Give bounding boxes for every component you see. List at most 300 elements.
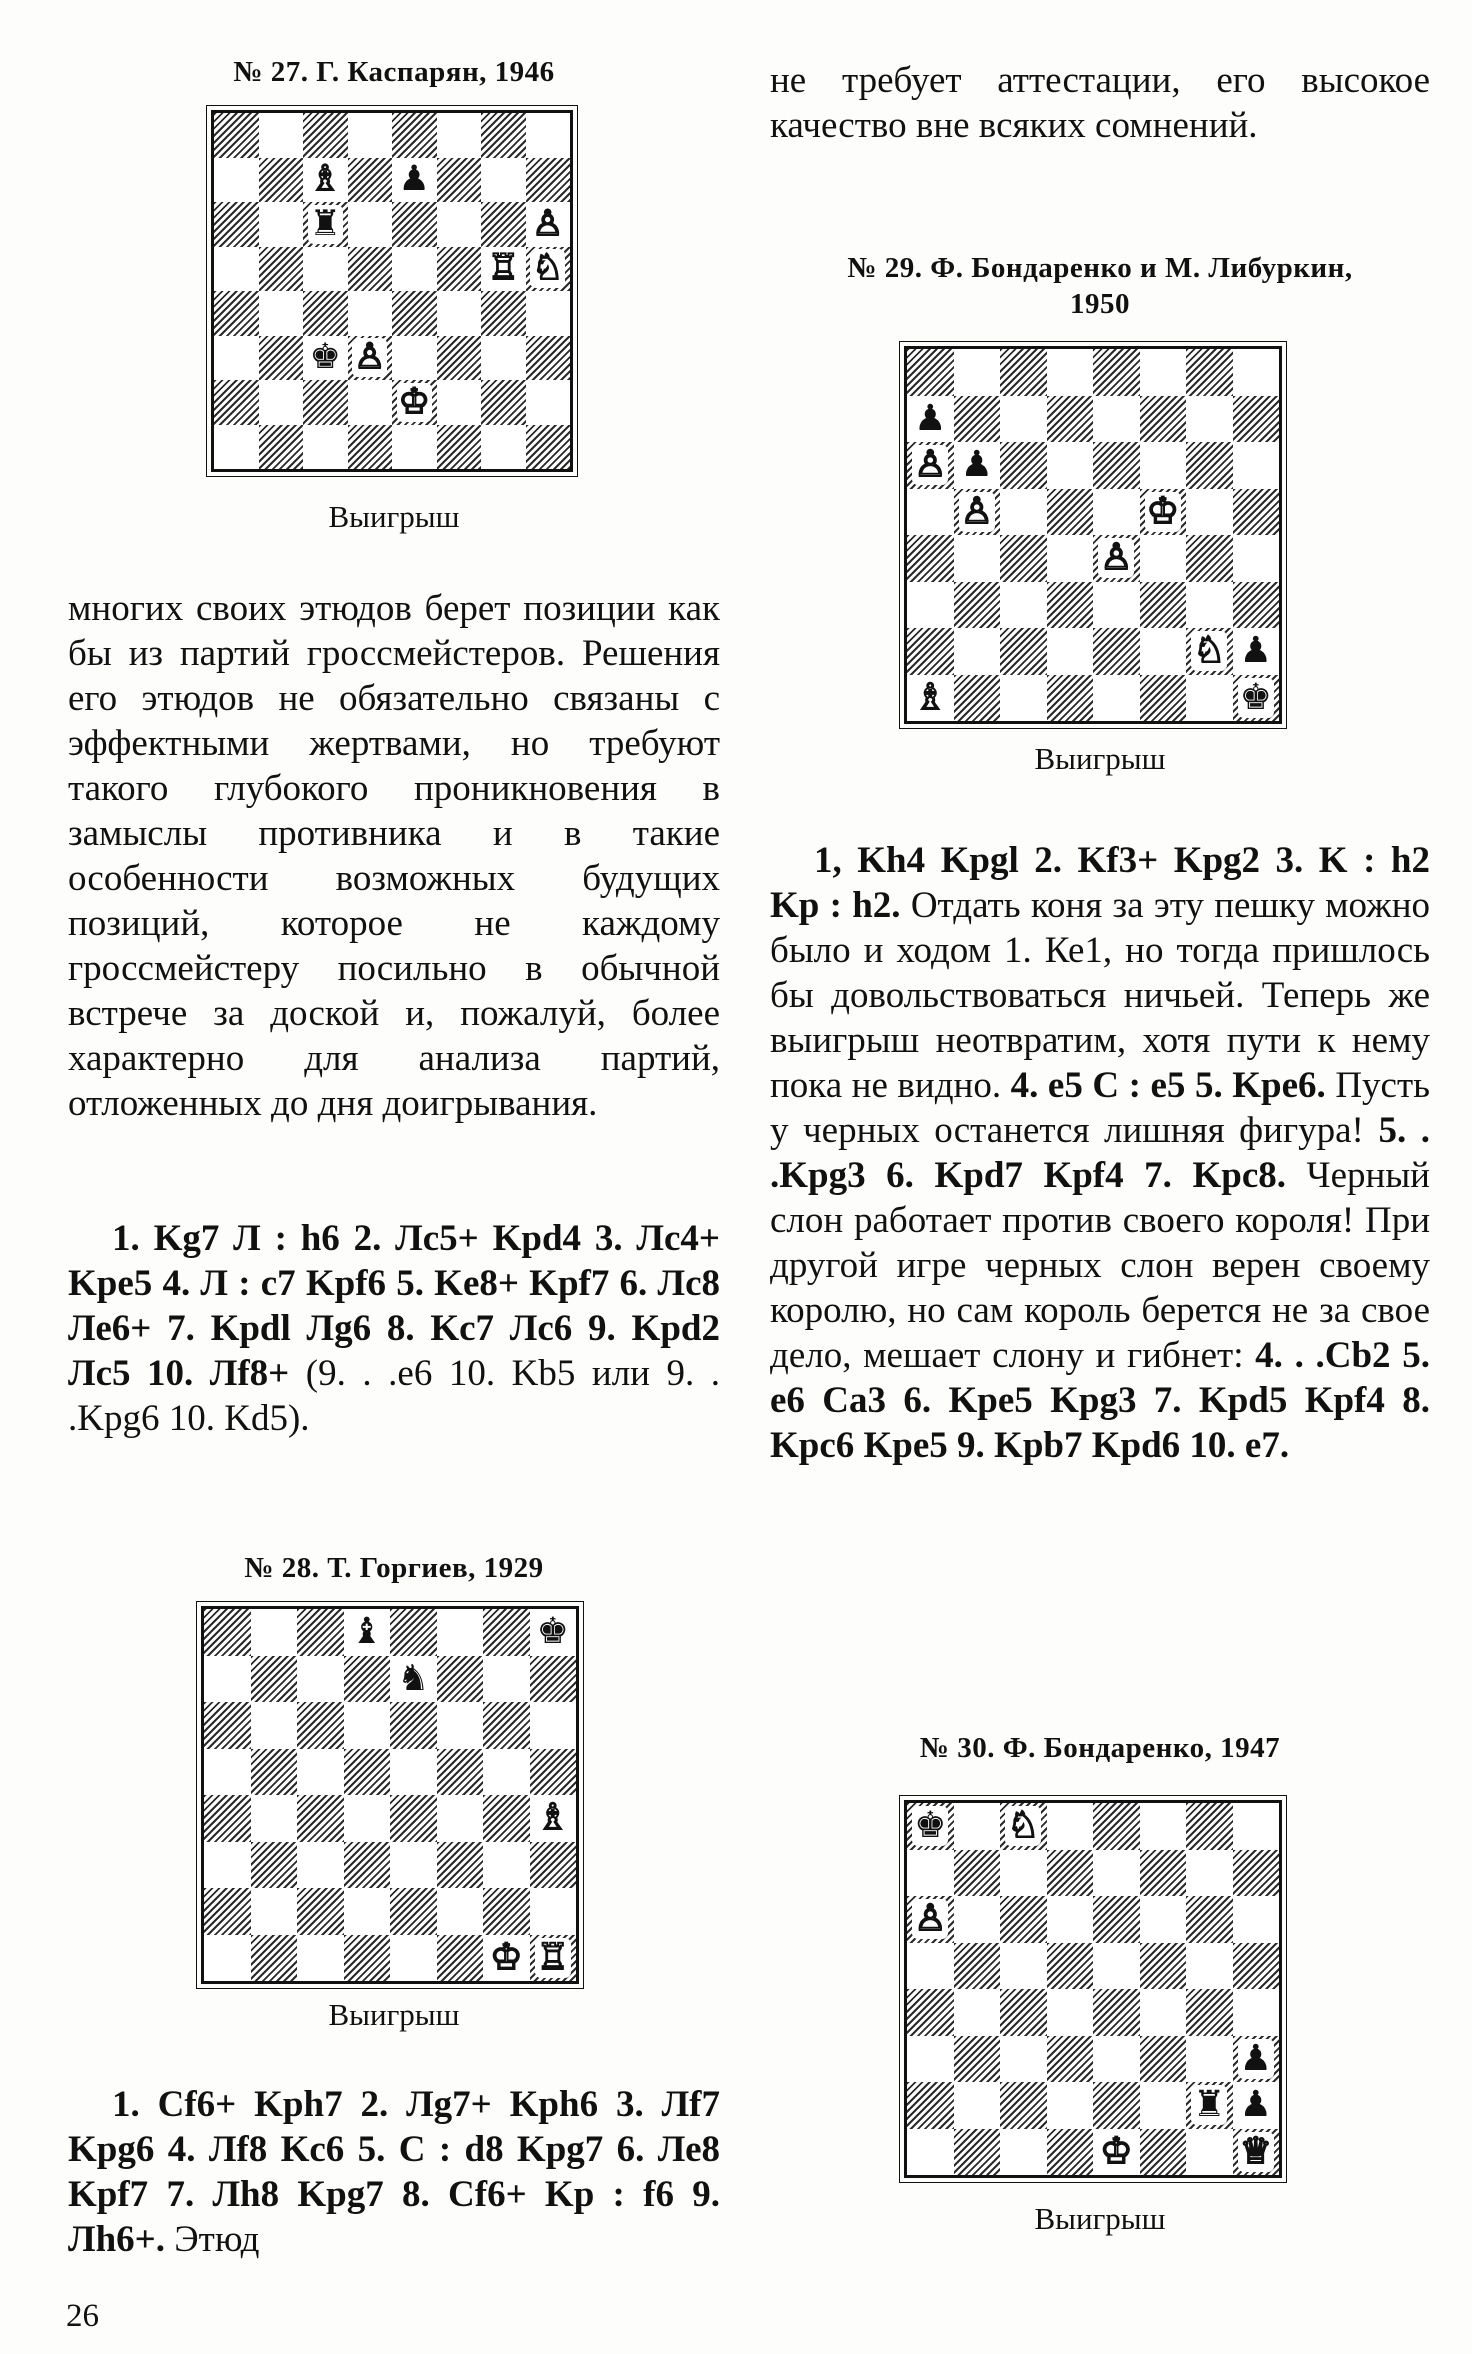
solution-moves: 4. e5 С : e5 5. Kpe6. — [1010, 1065, 1326, 1106]
square-h1 — [530, 1935, 577, 1982]
square-h5 — [530, 1749, 577, 1796]
square-b3 — [251, 1842, 298, 1889]
square-e3 — [1093, 582, 1140, 629]
square-a6 — [907, 1896, 954, 1943]
square-g6 — [1186, 442, 1233, 489]
square-b8 — [251, 1609, 298, 1656]
solution-notes: Этюд — [164, 2219, 260, 2260]
white-bishop-icon: ♗ — [309, 159, 341, 200]
square-b4 — [954, 535, 1001, 582]
square-c1 — [1000, 675, 1047, 722]
square-g5 — [481, 247, 526, 292]
square-d2 — [1047, 628, 1094, 675]
square-g7 — [481, 158, 526, 203]
study-30-heading: № 30. Ф. Бондаренко, 1947 — [919, 1732, 1281, 1764]
square-f8 — [437, 1609, 484, 1656]
square-f6 — [1140, 1896, 1187, 1943]
square-a1 — [907, 675, 954, 722]
black-pawn-icon: ♟ — [1239, 630, 1272, 672]
solution-notes: Пусть у черных останется лишняя фигура! — [770, 1065, 1431, 1151]
square-a7 — [907, 1850, 954, 1897]
square-h5 — [1233, 489, 1280, 536]
square-h5 — [526, 247, 571, 292]
square-f8 — [1140, 1803, 1187, 1850]
solution-moves: 1, Kh4 Kpgl 2. Kf3+ Kpg2 3. K : h2 Kp : h2. — [770, 840, 1430, 926]
square-d2 — [1047, 2082, 1094, 2129]
square-g1 — [481, 425, 526, 470]
square-f2 — [437, 380, 482, 425]
square-g6 — [481, 202, 526, 247]
square-e6 — [1093, 442, 1140, 489]
square-e4 — [1093, 1989, 1140, 2036]
square-h2 — [1233, 628, 1280, 675]
square-c1 — [303, 425, 348, 470]
square-b2 — [259, 380, 304, 425]
square-h4 — [1233, 1989, 1280, 2036]
square-f3 — [437, 336, 482, 381]
white-knight-icon: ♘ — [1007, 1805, 1040, 1847]
square-a7 — [214, 158, 259, 203]
square-e1 — [392, 425, 437, 470]
square-h1 — [526, 425, 571, 470]
square-c2 — [1000, 628, 1047, 675]
square-c8 — [303, 113, 348, 158]
square-g5 — [1186, 489, 1233, 536]
square-c4 — [1000, 1989, 1047, 2036]
square-a8 — [204, 1609, 251, 1656]
square-e5 — [1093, 1943, 1140, 1990]
square-c2 — [303, 380, 348, 425]
square-b5 — [259, 247, 304, 292]
white-pawn-icon: ♙ — [914, 444, 947, 486]
square-e6 — [1093, 1896, 1140, 1943]
square-f5 — [1140, 1943, 1187, 1990]
white-knight-icon: ♘ — [532, 248, 564, 289]
square-b1 — [259, 425, 304, 470]
square-b7 — [251, 1656, 298, 1703]
square-c5 — [297, 1749, 344, 1796]
square-d7 — [344, 1656, 391, 1703]
square-d3 — [1047, 2036, 1094, 2083]
square-h7 — [1233, 1850, 1280, 1897]
square-d1 — [1047, 2129, 1094, 2176]
square-f5 — [437, 247, 482, 292]
solution-moves: 1. Kg7 Л : h6 2. Лc5+ Kpd4 3. Лc4+ Kpe5 4. Л : c7 Kpf6 5. Ke8+ Kpf7 6. Лc8 Ле6+ 7. Kpdl Лg6 8. Kc7 Лc6 9. Kpd2 Лc5 10. Лf8+ — [68, 1218, 720, 1394]
square-d8 — [1047, 1803, 1094, 1850]
square-d4 — [344, 1795, 391, 1842]
square-c7 — [303, 158, 348, 203]
white-rook-icon: ♖ — [536, 1936, 569, 1978]
square-a1 — [214, 425, 259, 470]
square-f2 — [437, 1888, 484, 1935]
square-h3 — [1233, 2036, 1280, 2083]
square-h6 — [526, 202, 571, 247]
square-b5 — [251, 1749, 298, 1796]
square-e7 — [390, 1656, 437, 1703]
square-d3 — [348, 336, 393, 381]
square-a8 — [214, 113, 259, 158]
square-d7 — [1047, 1850, 1094, 1897]
square-g2 — [481, 380, 526, 425]
square-c6 — [297, 1702, 344, 1749]
square-a2 — [214, 380, 259, 425]
square-f2 — [1140, 2082, 1187, 2129]
study-27-heading: № 27. Г. Каспарян, 1946 — [233, 56, 555, 88]
square-d5 — [348, 247, 393, 292]
square-c5 — [1000, 1943, 1047, 1990]
solution-moves: 5. . .Kpg3 6. Kpd7 Kpf4 7. Kpc8. — [770, 1110, 1430, 1196]
square-c1 — [297, 1935, 344, 1982]
square-f8 — [1140, 349, 1187, 396]
solution-moves: 4. . .Cb2 5. e6 Ca3 6. Kpe5 Kpg3 7. Kpd5 Kpf4 8. Kpc6 Kpe5 9. Kpb7 Kpd6 10. e7. — [770, 1335, 1430, 1466]
square-b2 — [251, 1888, 298, 1935]
white-king-icon: ♔ — [398, 381, 430, 422]
black-pawn-icon: ♟ — [960, 444, 993, 486]
square-g1 — [483, 1935, 530, 1982]
study-27-solution — [68, 1216, 720, 1441]
square-h8 — [530, 1609, 577, 1656]
study-27-caption: Выигрыш — [328, 499, 460, 534]
square-b8 — [954, 349, 1001, 396]
square-a7 — [204, 1656, 251, 1703]
study-28-diagram — [201, 1606, 579, 1984]
square-c2 — [297, 1888, 344, 1935]
square-b5 — [954, 489, 1001, 536]
square-h8 — [1233, 1803, 1280, 1850]
square-f3 — [1140, 582, 1187, 629]
black-pawn-icon: ♟ — [1239, 2084, 1272, 2126]
square-c4 — [297, 1795, 344, 1842]
square-b1 — [251, 1935, 298, 1982]
square-g3 — [481, 336, 526, 381]
square-b6 — [259, 202, 304, 247]
square-h6 — [1233, 442, 1280, 489]
square-h2 — [530, 1888, 577, 1935]
square-f4 — [1140, 1989, 1187, 2036]
square-e1 — [390, 1935, 437, 1982]
study-29-caption: Выигрыш — [1034, 741, 1166, 776]
square-h5 — [1233, 1943, 1280, 1990]
white-pawn-icon: ♙ — [1100, 537, 1133, 579]
square-h7 — [526, 158, 571, 203]
square-e4 — [390, 1795, 437, 1842]
square-e1 — [1093, 675, 1140, 722]
square-h1 — [1233, 675, 1280, 722]
square-b2 — [954, 2082, 1001, 2129]
square-e3 — [390, 1842, 437, 1889]
square-e2 — [390, 1888, 437, 1935]
square-e3 — [1093, 2036, 1140, 2083]
square-c7 — [1000, 1850, 1047, 1897]
solution-moves: 1. Cf6+ Kph7 2. Лg7+ Kph6 3. Лf7 Kpg6 4. Лf8 Kc6 5. С : d8 Kpg7 6. Ле8 Kpf7 7. Лh8 Kpg7 8. Cf6+ Kp : f6 9. Лh6+. — [68, 2084, 720, 2260]
white-bishop-icon: ♗ — [536, 1797, 569, 1839]
white-knight-icon: ♘ — [1193, 630, 1226, 672]
square-f1 — [437, 1935, 484, 1982]
square-a6 — [214, 202, 259, 247]
square-a3 — [907, 2036, 954, 2083]
page-number: 26 — [66, 2298, 99, 2334]
square-a8 — [907, 349, 954, 396]
square-e5 — [390, 1749, 437, 1796]
square-a1 — [907, 2129, 954, 2176]
square-f7 — [437, 1656, 484, 1703]
square-g2 — [1186, 2082, 1233, 2129]
square-f3 — [1140, 2036, 1187, 2083]
square-c4 — [303, 291, 348, 336]
square-e6 — [392, 202, 437, 247]
square-e7 — [1093, 1850, 1140, 1897]
square-c7 — [1000, 396, 1047, 443]
study-30-caption: Выигрыш — [1034, 2201, 1166, 2236]
square-h2 — [526, 380, 571, 425]
chess-board — [904, 346, 1282, 724]
square-g1 — [1186, 675, 1233, 722]
square-g8 — [481, 113, 526, 158]
white-pawn-icon: ♙ — [532, 203, 564, 244]
square-f1 — [437, 425, 482, 470]
square-g8 — [483, 1609, 530, 1656]
square-e2 — [1093, 628, 1140, 675]
square-c3 — [303, 336, 348, 381]
white-king-icon: ♔ — [1146, 490, 1179, 532]
square-b7 — [954, 396, 1001, 443]
square-d6 — [1047, 1896, 1094, 1943]
square-f8 — [437, 113, 482, 158]
square-b6 — [251, 1702, 298, 1749]
square-a3 — [907, 582, 954, 629]
square-b1 — [954, 675, 1001, 722]
white-rook-icon: ♖ — [487, 248, 519, 289]
square-h2 — [1233, 2082, 1280, 2129]
square-h7 — [1233, 396, 1280, 443]
square-b1 — [954, 2129, 1001, 2176]
square-b7 — [954, 1850, 1001, 1897]
square-a3 — [214, 336, 259, 381]
square-d3 — [1047, 582, 1094, 629]
square-g7 — [1186, 396, 1233, 443]
white-pawn-icon: ♙ — [914, 1898, 947, 1940]
square-f5 — [437, 1749, 484, 1796]
square-f6 — [1140, 442, 1187, 489]
square-a8 — [907, 1803, 954, 1850]
square-b8 — [259, 113, 304, 158]
square-b7 — [259, 158, 304, 203]
square-a3 — [204, 1842, 251, 1889]
square-c6 — [1000, 442, 1047, 489]
square-c5 — [1000, 489, 1047, 536]
white-king-icon: ♔ — [490, 1936, 523, 1978]
square-f6 — [437, 202, 482, 247]
black-pawn-icon: ♟ — [914, 397, 947, 439]
square-g4 — [1186, 1989, 1233, 2036]
square-g7 — [483, 1656, 530, 1703]
square-h1 — [1233, 2129, 1280, 2176]
square-b4 — [954, 1989, 1001, 2036]
square-g3 — [1186, 582, 1233, 629]
square-d2 — [348, 380, 393, 425]
square-f4 — [437, 291, 482, 336]
square-f1 — [1140, 675, 1187, 722]
black-rook-icon: ♜ — [1193, 2084, 1226, 2126]
study-28-caption: Выигрыш — [328, 1997, 460, 2032]
square-d7 — [348, 158, 393, 203]
square-d6 — [348, 202, 393, 247]
heading-line: № 29. Ф. Бондаренко и М. Либуркин, — [847, 252, 1353, 284]
square-c1 — [1000, 2129, 1047, 2176]
square-a4 — [204, 1795, 251, 1842]
square-h3 — [526, 336, 571, 381]
square-c8 — [297, 1609, 344, 1656]
square-e4 — [1093, 535, 1140, 582]
square-g6 — [483, 1702, 530, 1749]
square-h3 — [530, 1842, 577, 1889]
square-c3 — [297, 1842, 344, 1889]
study-28-heading: № 28. Т. Горгиев, 1929 — [244, 1552, 544, 1584]
square-a5 — [204, 1749, 251, 1796]
square-d8 — [1047, 349, 1094, 396]
white-bishop-icon: ♗ — [914, 676, 947, 718]
square-a1 — [204, 1935, 251, 1982]
white-pawn-icon: ♙ — [960, 490, 993, 532]
heading-year: 1950 — [1070, 288, 1130, 320]
square-h4 — [526, 291, 571, 336]
square-g8 — [1186, 349, 1233, 396]
square-a6 — [907, 442, 954, 489]
square-c7 — [297, 1656, 344, 1703]
square-d4 — [348, 291, 393, 336]
square-b6 — [954, 1896, 1001, 1943]
black-pawn-icon: ♟ — [1239, 2037, 1272, 2079]
square-c4 — [1000, 535, 1047, 582]
black-pawn-icon: ♟ — [398, 159, 430, 200]
square-a5 — [907, 489, 954, 536]
solution-notes: Черный слон работает против своего короля! При другой игре черных слон верен своему королю, но сам король берется не за свое дело, мешает слону и гибнет: — [770, 1155, 1430, 1376]
white-king-icon: ♔ — [1100, 2130, 1133, 2172]
study-30-diagram — [904, 1800, 1282, 2178]
white-pawn-icon: ♙ — [354, 337, 386, 378]
square-d4 — [1047, 535, 1094, 582]
square-e2 — [1093, 2082, 1140, 2129]
square-d8 — [348, 113, 393, 158]
square-h6 — [530, 1702, 577, 1749]
square-a2 — [204, 1888, 251, 1935]
square-b3 — [954, 582, 1001, 629]
square-e8 — [1093, 1803, 1140, 1850]
square-a4 — [907, 535, 954, 582]
square-d1 — [1047, 675, 1094, 722]
square-c6 — [303, 202, 348, 247]
square-h4 — [1233, 535, 1280, 582]
square-a4 — [907, 1989, 954, 2036]
solution-notes: Отдать коня за эту пешку можно было и ходом 1. Ке1, но тогда пришлось бы довольствоваться ничьей. Теперь же выигрыш неотвратим, хотя пути к нему пока не видно. — [770, 885, 1430, 1106]
square-e7 — [392, 158, 437, 203]
square-f6 — [437, 1702, 484, 1749]
square-g5 — [1186, 1943, 1233, 1990]
square-c2 — [1000, 2082, 1047, 2129]
square-d3 — [344, 1842, 391, 1889]
square-f7 — [437, 158, 482, 203]
square-h8 — [526, 113, 571, 158]
square-c6 — [1000, 1896, 1047, 1943]
square-c8 — [1000, 1803, 1047, 1850]
square-g2 — [1186, 628, 1233, 675]
square-g3 — [483, 1842, 530, 1889]
square-h3 — [1233, 582, 1280, 629]
square-a5 — [907, 1943, 954, 1990]
square-g4 — [483, 1795, 530, 1842]
square-g4 — [1186, 535, 1233, 582]
white-queen-icon: ♕ — [1239, 2130, 1272, 2172]
square-g8 — [1186, 1803, 1233, 1850]
square-h6 — [1233, 1896, 1280, 1943]
square-e7 — [1093, 396, 1140, 443]
square-e8 — [390, 1609, 437, 1656]
square-b3 — [954, 2036, 1001, 2083]
square-h7 — [530, 1656, 577, 1703]
square-d6 — [1047, 442, 1094, 489]
square-a2 — [907, 2082, 954, 2129]
square-d7 — [1047, 396, 1094, 443]
study-28-solution — [68, 2082, 720, 2262]
square-a5 — [214, 247, 259, 292]
square-b2 — [954, 628, 1001, 675]
square-d5 — [1047, 1943, 1094, 1990]
square-e2 — [392, 380, 437, 425]
square-f4 — [437, 1795, 484, 1842]
square-d4 — [1047, 1989, 1094, 2036]
black-bishop-icon: ♝ — [350, 1611, 383, 1653]
square-h4 — [530, 1795, 577, 1842]
square-e5 — [1093, 489, 1140, 536]
black-king-icon: ♚ — [536, 1611, 569, 1653]
square-f7 — [1140, 1850, 1187, 1897]
square-d5 — [344, 1749, 391, 1796]
square-c3 — [1000, 2036, 1047, 2083]
square-c5 — [303, 247, 348, 292]
study-29-diagram — [904, 346, 1282, 724]
square-b3 — [259, 336, 304, 381]
square-d6 — [344, 1702, 391, 1749]
square-g5 — [483, 1749, 530, 1796]
square-d8 — [344, 1609, 391, 1656]
square-g7 — [1186, 1850, 1233, 1897]
black-king-icon: ♚ — [914, 1805, 947, 1847]
square-h8 — [1233, 349, 1280, 396]
black-knight-icon: ♞ — [397, 1657, 430, 1699]
square-e3 — [392, 336, 437, 381]
square-g1 — [1186, 2129, 1233, 2176]
square-c8 — [1000, 349, 1047, 396]
square-g2 — [483, 1888, 530, 1935]
square-a7 — [907, 396, 954, 443]
square-a4 — [214, 291, 259, 336]
square-a6 — [204, 1702, 251, 1749]
continued-paragraph: не требует аттестации, его высокое качество вне всяких сомнений. — [770, 60, 1430, 146]
square-b8 — [954, 1803, 1001, 1850]
square-e8 — [392, 113, 437, 158]
square-e8 — [1093, 349, 1140, 396]
study-29-solution — [770, 838, 1430, 1468]
black-king-icon: ♚ — [309, 337, 341, 378]
square-d1 — [348, 425, 393, 470]
square-g3 — [1186, 2036, 1233, 2083]
square-e1 — [1093, 2129, 1140, 2176]
square-d1 — [344, 1935, 391, 1982]
square-e5 — [392, 247, 437, 292]
square-f7 — [1140, 396, 1187, 443]
black-king-icon: ♚ — [1239, 676, 1272, 718]
square-b6 — [954, 442, 1001, 489]
